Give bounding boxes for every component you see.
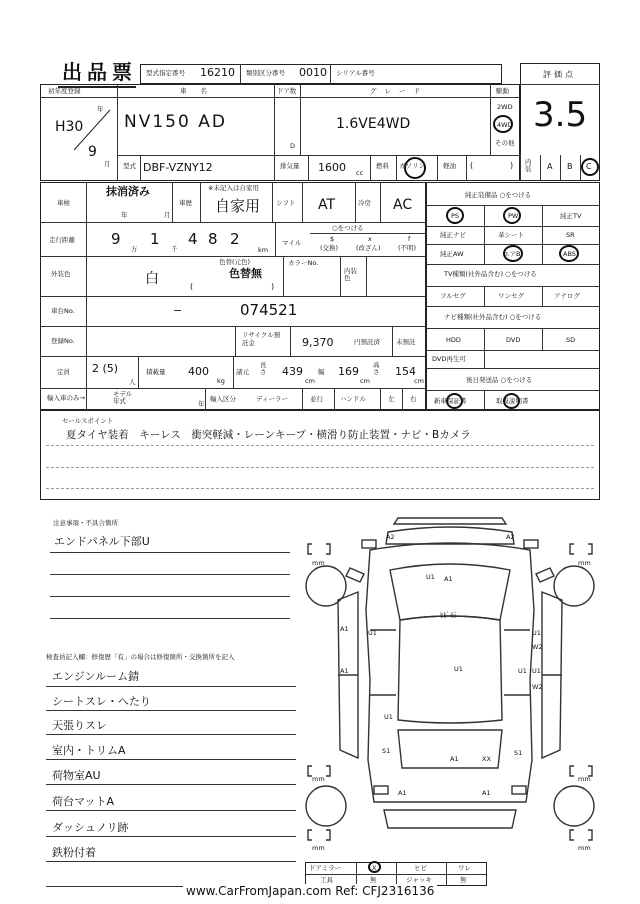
height: 154 xyxy=(395,365,416,378)
opt-ps-circle xyxy=(446,207,464,224)
usage-note: ※未記入は自家用 xyxy=(208,184,259,192)
serial-label: シリアル番号 xyxy=(336,69,375,77)
mark-13: U1 xyxy=(532,667,541,675)
opt-navi: 純正ナビ xyxy=(440,231,466,239)
ext-color: 白 xyxy=(145,271,159,287)
mark-20: A1 xyxy=(398,789,407,797)
handle-label: ハンドル xyxy=(340,395,366,403)
drive-4wd: 4WD xyxy=(497,121,513,129)
opt-pw: PW xyxy=(508,212,519,220)
first-reg-label: 初年度登録 xyxy=(48,87,81,95)
parallel: 並行 xyxy=(310,395,323,403)
tv-title: TV種類(社外品含む) ○をつける xyxy=(444,270,537,278)
opt-airbag: エアB xyxy=(503,250,521,258)
interior-b: B xyxy=(567,162,573,171)
mark-7: U1 xyxy=(368,629,377,637)
model-year-label: モデル年式 xyxy=(113,390,133,405)
mark-3: U1 xyxy=(426,573,435,581)
legend-scratch: ヒビ xyxy=(414,864,427,872)
len-label: 長さ xyxy=(260,361,267,376)
sheet-title: 出品票 xyxy=(62,60,137,84)
first-reg-year: H30 xyxy=(55,119,84,135)
options-title: 純正装備品 ○をつける xyxy=(465,191,532,199)
year-unit: 年 xyxy=(97,105,104,113)
len-cm: cm xyxy=(305,377,315,385)
mileage-digit-1: 9 xyxy=(111,230,121,248)
legend-jack: ジャッキ xyxy=(406,876,432,884)
drive-4wd-circle xyxy=(493,115,513,133)
mark-2: A2 xyxy=(506,533,515,541)
width-label: 幅 xyxy=(318,368,325,376)
note-item-1: エンドパネル下部U xyxy=(54,535,150,548)
meter-x-sub: (改ざん) xyxy=(356,244,381,252)
mark-10: U1 xyxy=(454,665,463,673)
fuel-diesel: 軽油 xyxy=(443,162,456,170)
capacity-label: 定員 xyxy=(57,368,70,376)
mileage-digit-4: 8 xyxy=(208,230,218,248)
meter-f: f xyxy=(408,235,411,243)
chassis-dash: − xyxy=(173,304,183,317)
fuel-label: 燃料 xyxy=(376,162,389,170)
color-no-label: カラーNo. xyxy=(288,259,319,267)
ac-value: AC xyxy=(393,197,413,213)
mileage-digit-3: 4 xyxy=(188,230,198,248)
tv-full: フルセグ xyxy=(440,292,466,300)
mm-rr: mm xyxy=(578,775,591,783)
displacement: 1600 xyxy=(318,161,346,174)
type-cert-label: 型式指定番号 xyxy=(146,69,185,77)
mileage-label: 走行距離 xyxy=(49,236,75,244)
ext-color-label: 外装色 xyxy=(51,270,71,278)
meter-f-sub: (不明) xyxy=(398,244,417,252)
car-name: NV150 AD xyxy=(124,112,227,132)
mm-sr: mm xyxy=(578,844,591,852)
ac-label: 冷房 xyxy=(358,199,371,207)
trim-label: グレード xyxy=(370,87,428,95)
handle-right: 右 xyxy=(410,395,417,403)
opt-tv: 純正TV xyxy=(560,212,582,220)
later-manual: 取扱説明書 xyxy=(496,397,529,405)
inspector-label: 検査員記入欄：修復歴「有」の場合は修復箇所・交換箇所を記入 xyxy=(46,653,235,661)
fuel-gas: ガソリン xyxy=(399,162,425,170)
category-value: 0010 xyxy=(299,66,327,79)
width: 169 xyxy=(338,365,359,378)
mm-rl: mm xyxy=(312,775,325,783)
mark-16: S1 xyxy=(382,747,391,755)
grade-value: 3.5 xyxy=(533,95,588,135)
trim-value: 1.6VE4WD xyxy=(336,116,411,132)
mark-17: A1 xyxy=(450,755,459,763)
legend-tools: 工具 xyxy=(320,876,333,884)
repaint-paren-close: ) xyxy=(271,282,275,291)
opt-aw: 純正AW xyxy=(440,250,464,258)
later-manual-circle xyxy=(503,393,520,409)
mark-6: A1 xyxy=(340,625,349,633)
type-cert-value: 16210 xyxy=(200,66,235,79)
mile-label: マイル xyxy=(282,239,302,247)
meter-s: $ xyxy=(330,235,335,243)
mark-14: W2 xyxy=(532,683,543,691)
drive-other: その他 xyxy=(495,139,515,147)
inspector-item-2: シートスレ・へたり xyxy=(52,695,151,708)
legend-door-mirror: ドアミラー xyxy=(309,864,342,872)
mark-12: U1 xyxy=(518,667,527,675)
later-warranty: 新車保証書 xyxy=(434,397,467,405)
height-cm: cm xyxy=(414,377,424,385)
opt-airbag-circle xyxy=(503,245,523,262)
mark-8: U1 xyxy=(532,629,541,637)
recycle-value: 9,370 xyxy=(302,336,334,349)
shift-label: シフト xyxy=(276,199,296,207)
import-label: 輸入車のみ→ xyxy=(47,394,85,402)
meter-s-sub: (交換) xyxy=(320,244,339,252)
mm-sl: mm xyxy=(312,844,325,852)
opt-pw-circle xyxy=(503,207,521,224)
legend-x-circle xyxy=(368,861,381,873)
mark-9: W2 xyxy=(532,643,543,651)
inspection-month-unit: 月 xyxy=(164,211,171,219)
car-damage-diagram xyxy=(300,510,600,860)
model-code: DBF-VZNY12 xyxy=(143,161,213,174)
later-title: 後日発送品 ○をつける xyxy=(466,376,533,384)
circle-note: ○をつける xyxy=(332,224,364,232)
width-cm: cm xyxy=(360,377,370,385)
navi-dvd: DVD xyxy=(506,336,521,344)
man-unit: 万 xyxy=(131,245,138,253)
mm-fr: mm xyxy=(578,559,591,567)
dvd-label: DVD再生可 xyxy=(432,355,466,363)
int-color-label: 内装色 xyxy=(344,267,357,282)
mm-fl: mm xyxy=(312,559,325,567)
model-code-label: 型式 xyxy=(123,162,136,170)
doors-label: ドア数 xyxy=(277,87,297,95)
navi-title: ナビ種類(社外品含む) ○をつける xyxy=(444,313,542,321)
navi-hdd: HDD xyxy=(446,336,461,344)
door-d: D xyxy=(290,142,296,150)
later-warranty-circle xyxy=(446,393,463,409)
inspection-value: 抹消済み xyxy=(106,185,150,198)
mark-19: S1 xyxy=(514,749,523,757)
inspection-label: 車検 xyxy=(57,199,70,207)
fuel-paren-open: ( xyxy=(470,161,474,170)
usage-value: 自家用 xyxy=(215,197,261,215)
import-type-label: 輸入区分 xyxy=(210,395,236,403)
cc-unit: cc xyxy=(356,169,364,177)
grade-label: 評価点 xyxy=(543,70,576,79)
inspector-item-3: 天張りスレ xyxy=(52,719,107,732)
length: 439 xyxy=(282,365,303,378)
opt-abs-circle xyxy=(559,245,579,262)
load-label: 積載量 xyxy=(146,368,166,376)
inspector-item-6: 荷台マットA xyxy=(52,795,115,808)
chassis-no: 074521 xyxy=(240,301,298,319)
inspector-item-4: 室内・トリムA xyxy=(52,744,126,757)
category-label: 類別区分番号 xyxy=(246,69,285,77)
opt-sr: SR xyxy=(566,231,575,239)
legend-none1: 無 xyxy=(370,876,377,884)
inspector-item-7: ダッシュノリ跡 xyxy=(52,821,129,834)
shift-value: AT xyxy=(318,197,336,213)
recycle-label: リサイクル預託金 xyxy=(242,331,281,347)
sales-text: 夏タイヤ装着 キーレス 衝突軽減・レーンキープ・横滑り防止装置・ナビ・Bカメラ xyxy=(66,429,471,441)
opt-leather: 革シート xyxy=(498,231,524,239)
inspector-item-8: 鉄粉付着 xyxy=(52,846,96,859)
first-reg-month: 9 xyxy=(88,144,97,160)
mark-4: A1 xyxy=(444,575,453,583)
inspector-item-5: 荷物室AU xyxy=(52,769,101,782)
tv-one: ワンセグ xyxy=(498,292,524,300)
car-name-label: 車名 xyxy=(180,87,221,95)
recycle-undone: 未預託 xyxy=(396,338,416,346)
load: 400 xyxy=(188,365,209,378)
notes-label: 注意事項・不具合箇所 xyxy=(53,519,118,527)
mark-15: U1 xyxy=(384,713,393,721)
model-year-unit: 年 xyxy=(198,400,205,408)
displacement-label: 排気量 xyxy=(280,162,300,170)
dims-label: 諸元 xyxy=(236,368,249,376)
opt-abs: ABS xyxy=(563,250,576,258)
sen-unit: 千 xyxy=(171,245,178,253)
mark-5: ﾋﾋﾞ石 xyxy=(440,611,457,619)
repaint-value: 色替無 xyxy=(229,267,262,280)
recycle-unit: 円預託済 xyxy=(354,338,380,346)
tv-analog: アナログ xyxy=(554,292,580,300)
drive-2wd: 2WD xyxy=(497,103,513,111)
legend-crack: ワレ xyxy=(458,864,471,872)
month-unit: 月 xyxy=(104,160,111,168)
legend-x: X xyxy=(372,864,377,872)
person-unit: 人 xyxy=(129,378,136,386)
capacity: 2 (5) xyxy=(92,362,119,375)
mark-1: A2 xyxy=(386,533,395,541)
inspection-year-unit: 年 xyxy=(121,211,128,219)
height-label: 高さ xyxy=(373,361,380,376)
mileage-digit-2: 1 xyxy=(150,230,160,248)
handle-left: 左 xyxy=(388,395,395,403)
kg-unit: kg xyxy=(217,377,225,385)
interior-a: A xyxy=(547,162,553,171)
chassis-label: 車台No. xyxy=(51,307,75,315)
mark-11: A1 xyxy=(340,667,349,675)
interior-label: 内装 xyxy=(525,158,532,173)
legend-none2: 無 xyxy=(460,876,467,884)
inspector-item-1: エンジンルーム錆 xyxy=(52,670,140,683)
mark-21: A1 xyxy=(482,789,491,797)
sales-label: セールスポイント xyxy=(62,417,114,425)
mark-18: XX xyxy=(482,755,491,763)
interior-c: C xyxy=(586,162,592,171)
reg-label: 登録No. xyxy=(51,337,75,345)
dealer: ディーラー xyxy=(256,395,288,403)
fuel-paren-close: ) xyxy=(510,161,514,170)
navi-sd: SD xyxy=(566,336,576,344)
usage-label: 車歴 xyxy=(179,199,192,207)
mileage-digit-5: 2 xyxy=(230,230,240,248)
repaint-label: 色替(元色) xyxy=(219,258,251,266)
sales-point-box xyxy=(40,410,600,500)
interior-c-circle xyxy=(581,158,599,176)
km-unit: km xyxy=(258,246,269,254)
meter-x: x xyxy=(368,235,372,243)
opt-ps: PS xyxy=(451,212,460,220)
drive-label: 駆動 xyxy=(496,87,509,95)
fuel-gas-circle xyxy=(404,157,426,179)
repaint-paren-open: ( xyxy=(190,282,194,291)
footer-watermark: www.CarFromJapan.com Ref: CFJ2316136 xyxy=(183,884,437,898)
